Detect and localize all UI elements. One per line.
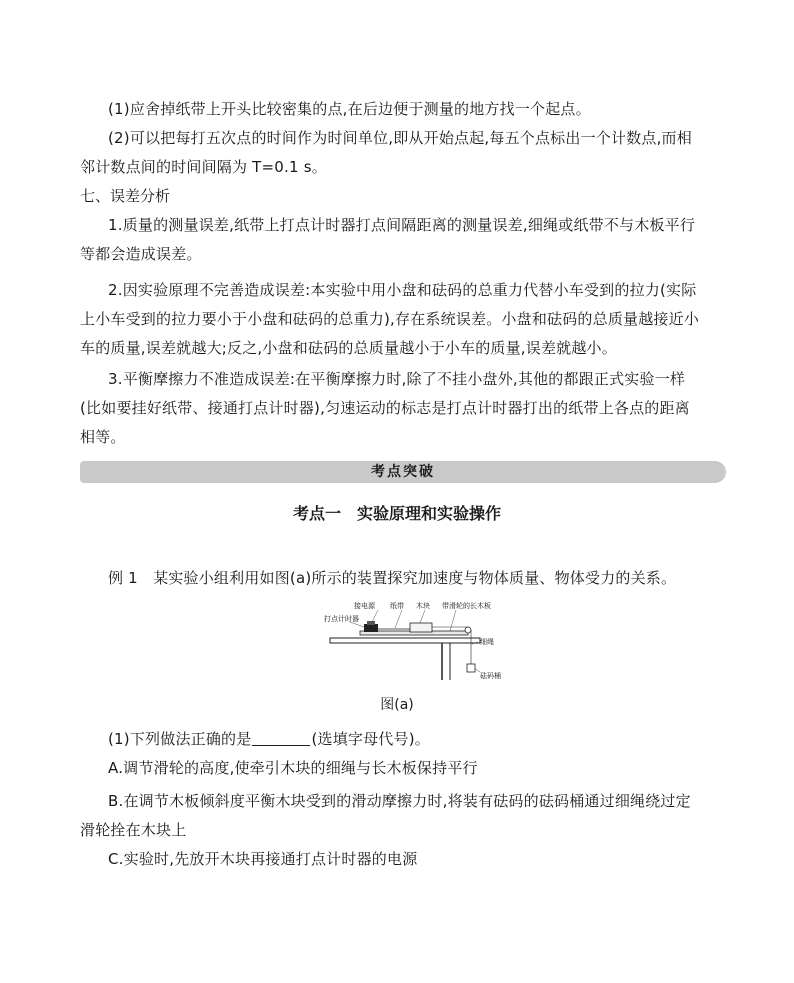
timer-body [364,624,378,632]
apparatus-diagram [320,598,510,682]
option-b-line-1: B.在调节木板倾斜度平衡木块受到的滑动摩擦力时,将装有砝码的砝码桶通过细绳绕过定 [108,792,691,810]
error-item-3-line-2: (比如要挂好纸带、接通打点计时器),匀速运动的标志是打点计时器打出的纸带上各点的距离 [80,399,690,417]
section-title: 考点一 实验原理和实验操作 [292,504,501,523]
error-item-3-line-3: 相等。 [80,428,126,446]
label-string: 细绳 [480,638,494,646]
label-board: 带滑轮的长木板 [442,602,491,610]
table-top [330,638,480,643]
error-item-2-line-1: 2.因实验原理不完善造成误差:本实验中用小盘和砝码的总重力代替小车受到的拉力(实际 [108,281,697,299]
error-analysis-heading: 七、误差分析 [80,187,171,205]
error-item-1-line-2: 等都会造成误差。 [80,245,202,263]
error-item-2-line-3: 车的质量,误差就越大;反之,小盘和砝码的总质量越小于小车的质量,误差就越小。 [80,339,617,357]
error-item-1-line-1: 1.质量的测量误差,纸带上打点计时器打点间隔距离的测量误差,细绳或纸带不与木板平行 [108,216,696,234]
intro-paragraph-2-line-1: (2)可以把每打五次点的时间作为时间单位,即从开始点起,每五个点标出一个计数点,而相 [108,129,692,147]
question-1 [108,727,430,751]
error-item-2-line-2: 上小车受到的拉力要小于小盘和砝码的总重力),存在系统误差。小盘和砝码的总质量越接近小 [80,310,700,328]
option-a: A.调节滑轮的高度,使牵引木块的细绳与长木板保持平行 [108,759,478,777]
section-banner [80,461,726,483]
label-bucket: 砝码桶 [480,672,501,680]
label-block: 木块 [416,602,430,610]
intro-paragraph-2-line-2: 邻计数点间的时间间隔为 T=0.1 s。 [80,158,327,176]
option-b-line-2: 滑轮拴在木块上 [80,821,187,839]
question-1-suffix: (选填字母代号)。 [311,730,430,748]
figure-caption: 图(a) [380,697,414,713]
error-item-3-line-1: 3.平衡摩擦力不准造成误差:在平衡摩擦力时,除了不挂小盘外,其他的都跟正式实验一样 [108,370,686,388]
example-prompt: 例 1 某实验小组利用如图(a)所示的装置探究加速度与物体质量、物体受力的关系。 [108,569,677,587]
label-timer: 打点计时器 [324,615,359,623]
wood-block [410,623,432,632]
question-1-prefix: (1)下列做法正确的是 [108,730,252,748]
label-power: 接电源 [354,602,375,610]
pulley [465,627,471,633]
label-tape: 纸带 [390,602,404,610]
weight-bucket [467,664,475,672]
timer-top [367,621,375,625]
option-c: C.实验时,先放开木块再接通打点计时器的电源 [108,850,418,868]
answer-blank [252,731,310,746]
intro-paragraph-1: (1)应舍掉纸带上开头比较密集的点,在后边便于测量的地方找一个起点。 [108,100,591,118]
apparatus-figure [320,598,510,682]
banner-title: 考点突破 [371,464,435,480]
